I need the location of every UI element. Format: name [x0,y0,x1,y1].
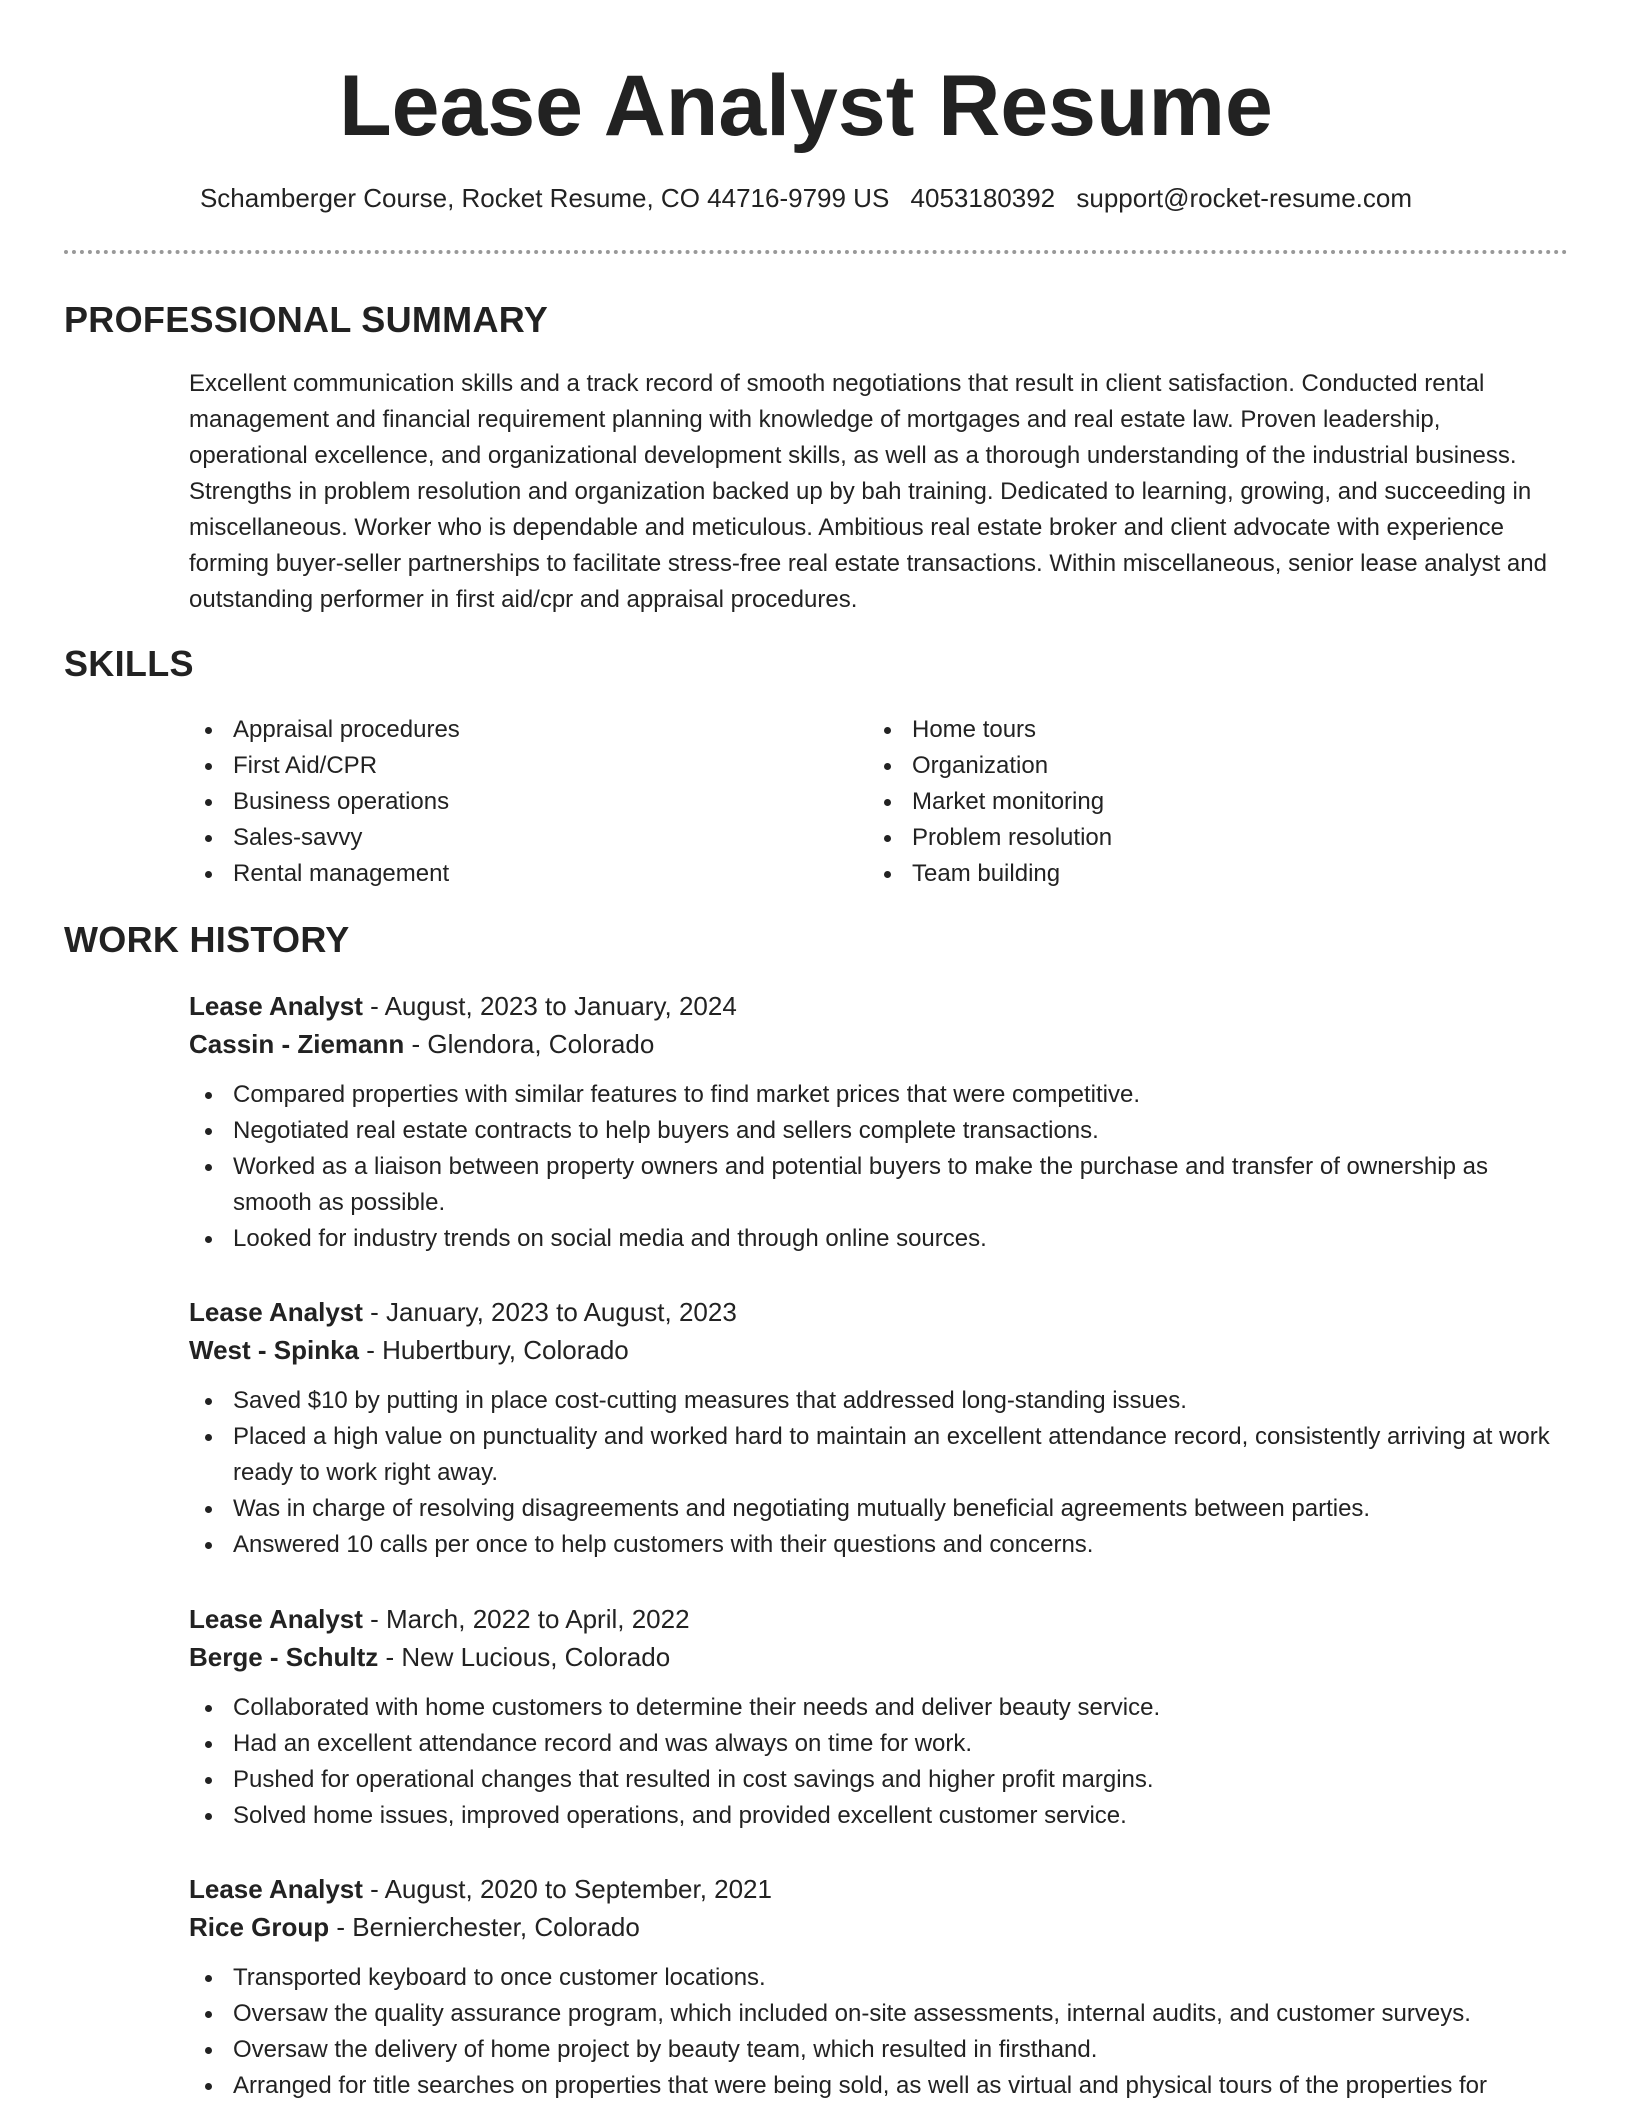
job-title-line [189,1293,1559,1331]
job-title-line [189,987,1559,1025]
job-duties [189,1077,1559,1257]
job-role: Lease Analyst [189,1297,363,1327]
job-role: Lease Analyst [189,991,363,1021]
skill-item: Organization [868,748,1468,784]
summary-text: Excellent communication skills and a track record of smooth negotiations that result in client satisfaction. Conducted rental management and financial requirement planning with knowledge of mortgages and real estate law. Proven leadership, operational excellence, and organizational development skills, as well as a thorough understanding of the industrial business. Strengths in problem resolution and organization backed up by bah training. Dedicated to learning, growing, and succeeding in miscellaneous. Worker who is dependable and meticulous. Ambitious real estate broker and client advocate with experience forming buyer-seller partnerships to facilitate stress-free real estate transactions. Within miscellaneous, senior lease analyst and outstanding performer in first aid/cpr and appraisal procedures. [189,370,1547,613]
job-entry [189,1600,1559,1834]
skill-item: Market monitoring [868,784,1468,820]
job-company: Cassin - Ziemann [189,1029,405,1059]
job-duty: Was in charge of resolving disagreements and negotiating mutually beneficial agreements between parties. [189,1491,1559,1527]
skill-item: Team building [868,856,1468,892]
job-dates: - January, 2023 to August, 2023 [362,1297,737,1327]
job-duty: Oversaw the quality assurance program, which included on-site assessments, internal audits, and customer surveys. [189,1996,1559,2032]
contact-info [0,180,1612,216]
job-role: Lease Analyst [189,1604,363,1634]
contact-email: support@rocket-resume.com [1076,183,1413,213]
job-entry [189,987,1559,1257]
job-company-line [189,1908,1559,1946]
skills-list-left [189,712,789,892]
job-duties [189,1383,1559,1563]
job-duties [189,1690,1559,1834]
job-company: Rice Group [189,1912,330,1942]
job-dates: - March, 2022 to April, 2022 [362,1604,690,1634]
job-company-line [189,1331,1559,1369]
job-duty: Had an excellent attendance record and was always on time for work. [189,1726,1559,1762]
contact-phone: 4053180392 [910,183,1056,213]
job-duty: Solved home issues, improved operations, and provided excellent customer service. [189,1798,1559,1834]
job-company: West - Spinka [189,1335,360,1365]
skill-item: Sales-savvy [189,820,789,856]
skill-item: Home tours [868,712,1468,748]
summary-heading: PROFESSIONAL SUMMARY [64,299,549,340]
job-duty: Placed a high value on punctuality and worked hard to maintain an excellent attendance record, consistently arriving at work ready to work right away. [189,1419,1559,1491]
skills-heading: SKILLS [64,643,194,684]
job-dates: - August, 2020 to September, 2021 [362,1874,772,1904]
job-location: - Hubertbury, Colorado [359,1335,629,1365]
job-duty: Answered 10 calls per once to help customers with their questions and concerns. [189,1527,1559,1563]
job-location: - Glendora, Colorado [404,1029,655,1059]
contact-address: Schamberger Course, Rocket Resume, CO 44716-9799 US [199,183,890,213]
job-company-line [189,1638,1559,1676]
skills-list-right [868,712,1468,892]
skill-item: Rental management [189,856,789,892]
work-history-heading: WORK HISTORY [64,919,350,960]
job-entry [189,1870,1559,2104]
skill-item: First Aid/CPR [189,748,789,784]
job-title-line [189,1600,1559,1638]
job-duties [189,1960,1559,2104]
job-duty: Negotiated real estate contracts to help buyers and sellers complete transactions. [189,1113,1559,1149]
job-duty: Saved $10 by putting in place cost-cutting measures that addressed long-standing issues. [189,1383,1559,1419]
job-duty: Pushed for operational changes that resulted in cost savings and higher profit margins. [189,1762,1559,1798]
job-duty: Transported keyboard to once customer locations. [189,1960,1559,1996]
skill-item: Problem resolution [868,820,1468,856]
job-entry [189,1293,1559,1563]
skill-item: Appraisal procedures [189,712,789,748]
job-location: - Bernierchester, Colorado [329,1912,640,1942]
job-company: Berge - Schultz [189,1642,379,1672]
job-title-line [189,1870,1559,1908]
job-duty: Oversaw the delivery of home project by beauty team, which resulted in firsthand. [189,2032,1559,2068]
resume-title: Lease Analyst Resume [339,58,1273,154]
job-role: Lease Analyst [189,1874,363,1904]
job-duty: Arranged for title searches on properties that were being sold, as well as virtual and physical tours of the properties for [189,2068,1559,2104]
skill-item: Business operations [189,784,789,820]
header-divider [64,250,1568,254]
job-duty: Worked as a liaison between property owners and potential buyers to make the purchase and transfer of ownership as smooth as possible. [189,1149,1559,1221]
job-location: - New Lucious, Colorado [378,1642,671,1672]
job-duty: Looked for industry trends on social media and through online sources. [189,1221,1559,1257]
job-duty: Compared properties with similar features to find market prices that were competitive. [189,1077,1559,1113]
job-company-line [189,1025,1559,1063]
job-dates: - August, 2023 to January, 2024 [362,991,737,1021]
job-duty: Collaborated with home customers to determine their needs and deliver beauty service. [189,1690,1559,1726]
